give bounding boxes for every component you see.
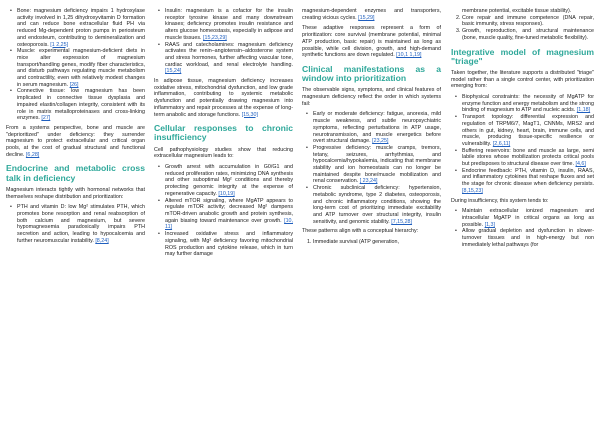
paragraph: In adipose tissue, magnesium deficiency increases oxidative stress, mitochondrial dysfunction, and low grade inflammation, contributing to systemic metabolic dysfunction and potentially drawing magnesium into inflammatory and repair processes at the expense of long-term anabolic and storage functions. [15,30] [154, 78, 293, 118]
triage-bullet-list [451, 94, 594, 195]
cellular-bullet-list [154, 164, 293, 258]
paragraph: During insufficiency, this system tends to: [451, 197, 549, 204]
list-item: • Biophysical constraints: the necessity of MgATP for enzyme function and energy metabolism and the strong binding of magnesium to ATP and nucleic acids. [1,18] [462, 94, 594, 114]
list-item: • Muscle: experimental magnesium-deficient diets in mice alter expression of magnesium transport/handling genes, modify fiber characteristics, and disturb pathways regulating muscle metabolism and contractility, even with relatively modest changes in serum magnesium. [26] [17, 48, 145, 88]
citation-link[interactable]: [6,28] [25, 151, 40, 158]
column-3 [302, 8, 441, 246]
column-2 [154, 8, 293, 261]
hierarchy-list [302, 239, 441, 246]
citation-link[interactable]: [15,30] [241, 111, 258, 118]
column-1 [6, 8, 145, 248]
list-item: • Allow gradual depletion and dysfunction in slower-turnover tissues and in high-energy but non immediately lethal pathways (for [462, 228, 594, 248]
column-4 [451, 8, 594, 252]
section-heading: Cellular responses to chronic insufficiency [154, 123, 293, 143]
list-item: • Early or moderate deficiency: fatigue, anorexia, mild muscle weakness, and subtle neuropsychiatric symptoms, reflecting perturbations in ATP usage, neurotransmission, and muscle energetics before overt structural damage. [23,25] [313, 111, 441, 145]
clinical-bullet-list [302, 111, 441, 225]
list-item: • Transport topology: differential expression and regulation of TRPM6/7, MagT1, CNNMs, MRS2 and others in gut, kidney, heart, brain, immune cells, and muscle, producing tissue-specific resilience or vulnerability. [2,6,11] [462, 114, 594, 148]
list-item: • Connective tissue: low magnesium has been implicated in connective tissue dysplasia and impaired elastin/collagen integrity, consistent with its role in matrix metalloproteinases and cross-linking enzymes. [27] [17, 88, 145, 122]
paragraph: magnesium-dependent enzymes and transporters, creating vicious cycles. [15,29] [302, 8, 441, 21]
citation-link[interactable]: [4,6] [575, 161, 586, 168]
citation-link[interactable]: [27] [41, 115, 51, 122]
paragraph: Taken together, the literature supports a distributed "triage" model rather than a single control center, with prioritization emerging from: [451, 69, 594, 90]
citation-link[interactable]: [7,15,28] [391, 218, 413, 225]
list-item: 3. Growth, reproduction, and structural maintenance (bone, muscle quality, fine-tuned metabolic flexibility). [462, 28, 594, 41]
list-item: • RAAS and catecholamines: magnesium deficiency activates the renin–angiotensin–aldosterone system and stress hormones, further affecting vascular tone, cardiac workload, and renal electrolyte handling. [15,24] [165, 42, 293, 76]
list-item: • Bone: magnesium deficiency impairs 1 hydroxylase activity involved in 1,25 dihydroxyvitamin D formation and can reduce bone extracellular fluid PH via reduced Mg-dependent proton pumps in periosteum and endosteum, contributing to demineralization and osteoporosis. [1 2,25] [17, 8, 145, 48]
citation-link[interactable]: [8,24] [95, 237, 109, 244]
citation-link[interactable]: [2,6,11] [492, 140, 511, 147]
citation-link[interactable]: [15,29] [358, 14, 375, 21]
paragraph: These patterns align with a conceptual hierarchy: [302, 228, 419, 235]
list-item-continuation: membrane potential, excitable tissue stability). [462, 8, 572, 14]
list-item: • Buffering reservoirs: bone and muscle as large, semi labile stores whose mobilization protects critical pools but predisposes to structural disease over time. [4,6] [462, 148, 594, 168]
paragraph: Cell pathophysiology studies show that reducing extracellular magnesium leads to: [154, 146, 293, 160]
citation-link[interactable]: [8,15,23] [462, 187, 483, 194]
list-item: • Insulin: magnesium is a cofactor for the insulin receptor tyrosine kinase and many downstream kinases; deficiency promotes insulin resistance and alters glucose homeostasis, especially in adipose and muscle tissues. [15,23,29] [165, 8, 293, 42]
list-item: • Growth arrest with accumulation in G0/G1 and reduced proliferation rates, minimizing DNA synthesis and other suboptimal Mg² conditions and thereby protecting genomic integrity at the expense of regenerative capacity. [10,19] [165, 164, 293, 198]
list-item: 1. Immediate survival (ATP generation, [313, 239, 441, 246]
paragraph: The observable signs, symptoms, and clinical features of magnesium deficiency reflect the order in which systems fail: [302, 87, 441, 107]
citation-link[interactable]: [ 23,24] [359, 178, 378, 185]
list-item: • PTH and vitamin D: low Mg² stimulates PTH, which promotes bone resorption and renal reabsorption of both calcium and magnesium, but severe hypomagnesemia paradoxically impairs PTH secretion and action, leading to hypocalcemia and further neuromuscular instability. [8,24] [17, 204, 145, 244]
citation-link[interactable]: [15,23,29] [203, 34, 227, 41]
citation-link[interactable]: [15,24] [165, 68, 182, 75]
hormone-bullet-list-cont [154, 8, 293, 75]
citation-link[interactable]: [23,25] [372, 138, 389, 145]
paragraph: Magnesium interacts tightly with hormonal networks that themselves reshape distribution and prioritization: [6, 186, 145, 200]
list-item: 2. Core repair and immune competence (DNA repair, basic immunity, stress responses). [462, 15, 594, 28]
citation-link[interactable]: [10, 11] [165, 217, 293, 231]
list-item: • Chronic subclinical deficiency: hypertension, metabolic syndrome, type 2 diabetes, osteoporosis, and chronic inflammatory conditions, showing the long-term cost of prioritizing immediate excitability and ATP turnover over structural integrity, insulin sensitivity, and genomic stability. [7,15,28] [313, 185, 441, 225]
paragraph: From a systems perspective, bone and muscle are "deprioritized" under deficiency: they surrender magnesium to protect extracellular and critical organ pools, at the cost of gradual structural and functional decline. [6,28] [6, 124, 145, 158]
list-item: • Progressive deficiency: muscle cramps, tremors, tetany, seizures, arrhythmias, and hypocalcemia/hypokalemia, indicating that membrane stability and ion homeostasis can no longer be maintained despite bone/muscle mobilization and renal conservation. [ 23,24] [313, 145, 441, 185]
paragraph: These adaptive responses represent a form of prioritization: core survival (membrane potential, minimal ATP production, basic repair) is maintained as long as possible, while cell division, growth, and high-demand synthetic functions are down regulated. [10,1 1,19] [302, 25, 441, 59]
list-item: • Altered mTOR signaling, where MgATP appears to regulate mTOR activity; decreased Mg² dampens mTOR-driven anabolic growth and protein synthesis, again biasing toward maintenance over growth. [10, 11] [165, 198, 293, 232]
citation-link[interactable]: [10,1 1,19] [396, 52, 422, 59]
section-heading: Endocrine and metabolic cross talk in deficiency [6, 163, 145, 183]
section-heading: Integrative model of magnesium "triage" [451, 46, 594, 66]
citation-link[interactable]: [1,3] [484, 221, 495, 228]
citation-link[interactable]: [10,19] [218, 190, 235, 197]
citation-link[interactable]: [26] [69, 81, 79, 88]
hormone-bullet-list [6, 204, 145, 244]
list-item: • Increased oxidative stress and inflammatory signaling, with Mg² deficiency favoring mitochondrial ROS production and cytokine release, which in turn may further damage [165, 231, 293, 258]
list-item: • Endocrine feedback: PTH, vitamin D, insulin, RAAS, and inflammatory cytokines that reshape fluxes and set the stage for chronic disease when deficiency persists. [8,15,23] [462, 168, 594, 195]
section-heading: Clinical manifestations as a window into prioritization [302, 63, 441, 84]
hierarchy-list-cont [451, 15, 594, 42]
citation-link[interactable]: [1,18] [576, 107, 591, 114]
insufficiency-bullet-list [451, 208, 594, 248]
list-item: • Maintain extracellular ionized magnesium and intracellular MgATP in critical organs as long as possible. [1,3] [462, 208, 594, 228]
tissue-bullet-list [6, 8, 145, 122]
citation-link[interactable]: [1 2,25] [50, 41, 69, 48]
